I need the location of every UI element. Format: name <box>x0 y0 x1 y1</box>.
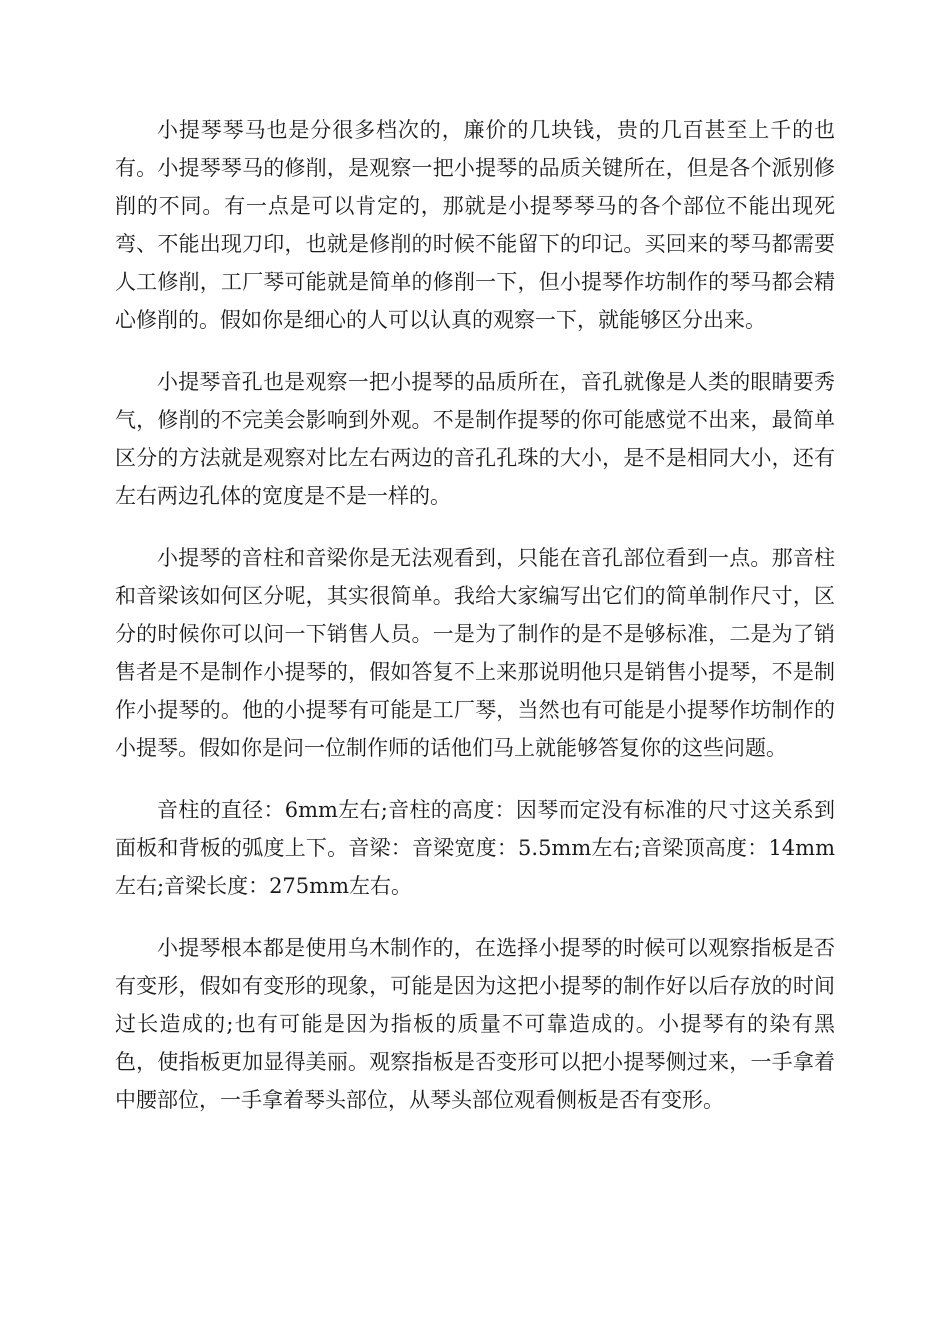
paragraph-fingerboard: 小提琴根本都是使用乌木制作的，在选择小提琴的时候可以观察指板是否有变形，假如有变形的现象，可能是因为这把小提琴的制作好以后存放的时间过长造成的;也有可能是因为指板的质量不可靠造成的。小提琴有的染有黑色，使指板更加显得美丽。观察指板是否变形可以把小提琴侧过来，一手拿着中腰部位，一手拿着琴头部位，从琴头部位观看侧板是否有变形。 <box>115 936 835 1112</box>
paragraph-dimensions: 音柱的直径：6mm左右;音柱的高度：因琴而定没有标准的尺寸这关系到面板和背板的弧度上下。音梁：音梁宽度：5.5mm左右;音梁顶高度：14mm左右;音梁长度：275mm左右。 <box>115 798 835 898</box>
paragraph-soundpost-bassbar: 小提琴的音柱和音梁你是无法观看到，只能在音孔部位看到一点。那音柱和音梁该如何区分呢，其实很简单。我给大家编写出它们的简单制作尺寸，区分的时候你可以问一下销售人员。一是为了制作的是不是够标准，二是为了销售者是不是制作小提琴的，假如答复不上来那说明他只是销售小提琴，不是制作小提琴的。他的小提琴有可能是工厂琴，当然也有可能是小提琴作坊制作的小提琴。假如你是问一位制作师的话他们马上就能够答复你的这些问题。 <box>115 546 835 760</box>
paragraph-bridge: 小提琴琴马也是分很多档次的，廉价的几块钱，贵的几百甚至上千的也有。小提琴琴马的修削，是观察一把小提琴的品质关键所在，但是各个派别修削的不同。有一点是可以肯定的，那就是小提琴琴马的各个部位不能出现死弯、不能出现刀印，也就是修削的时候不能留下的印记。买回来的琴马都需要人工修削，工厂琴可能就是简单的修削一下，但小提琴作坊制作的琴马都会精心修削的。假如你是细心的人可以认真的观察一下，就能够区分出来。 <box>115 118 835 332</box>
paragraph-sound-holes: 小提琴音孔也是观察一把小提琴的品质所在，音孔就像是人类的眼睛要秀气，修削的不完美会影响到外观。不是制作提琴的你可能感觉不出来，最简单区分的方法就是观察对比左右两边的音孔孔珠的大小，是不是相同大小，还有左右两边孔体的宽度是不是一样的。 <box>115 370 835 508</box>
document-body <box>115 111 835 1143</box>
